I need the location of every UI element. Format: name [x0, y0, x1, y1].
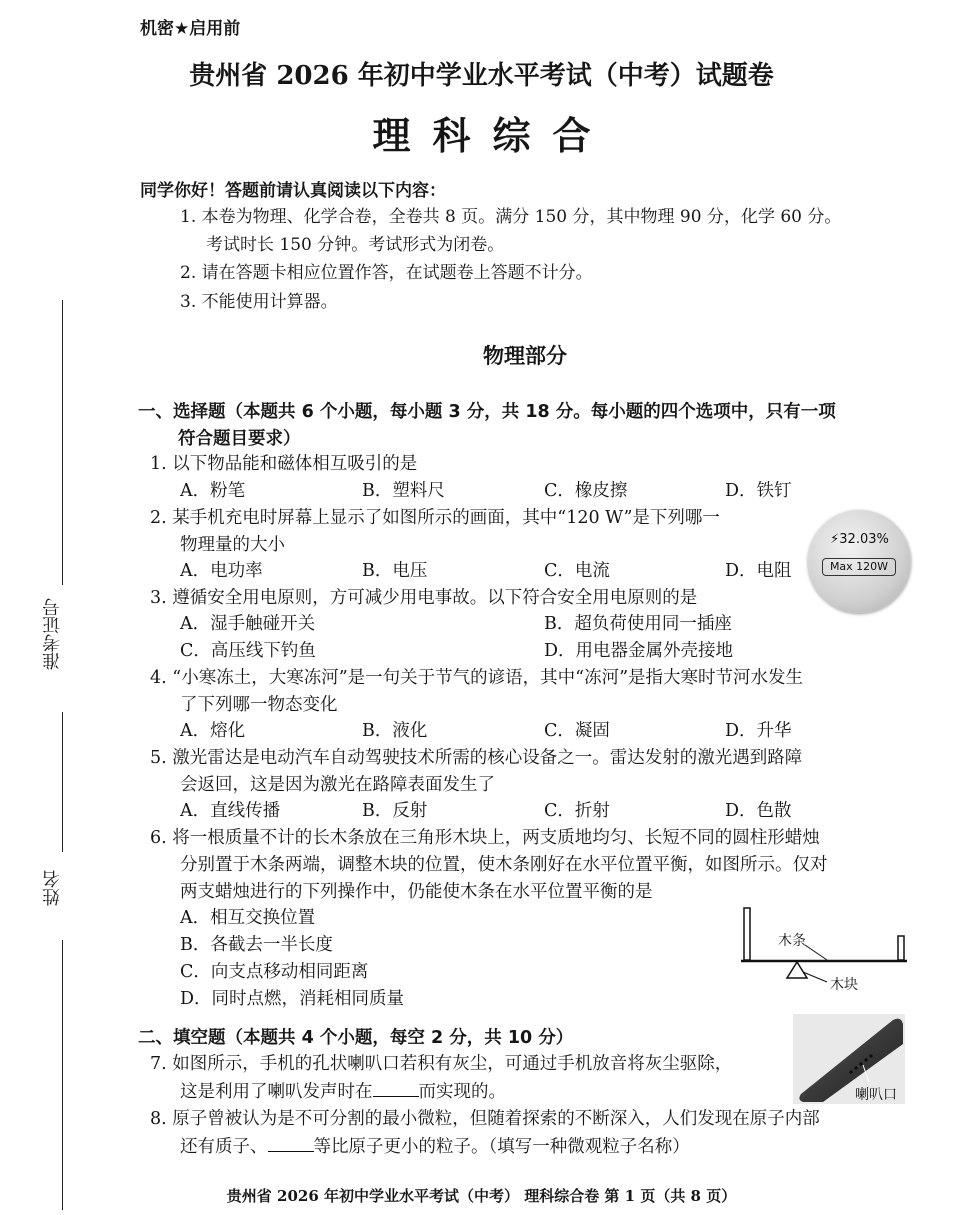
- q7-answer-blank[interactable]: [373, 1078, 419, 1097]
- q4-option-d: D．升华: [725, 721, 792, 741]
- q1-option-b: B．塑料尺: [362, 481, 445, 501]
- q7-text-after-blank: 而实现的。: [418, 1082, 506, 1102]
- q2-option-c: C．电流: [544, 561, 610, 581]
- q1-option-c: C．橡皮擦: [544, 481, 628, 501]
- q3-option-d: D．用电器金属外壳接地: [544, 641, 734, 661]
- speaker-label: 喇叭口: [855, 1087, 897, 1103]
- part1-heading: 一、选择题（本题共 6 个小题，每小题 3 分，共 18 分。每小题的四个选项中，只有一项: [138, 402, 836, 422]
- q1-option-a: A．粉笔: [180, 481, 246, 501]
- binding-line-middle: [62, 712, 63, 852]
- subject-title: 理科综合: [372, 113, 613, 158]
- instruction-item-2: 2. 请在答题卡相应位置作答，在试题卷上答题不计分。: [180, 263, 593, 283]
- q2-stem-cont: 物理量的大小: [180, 535, 285, 555]
- q6-option-d: D．同时点燃，消耗相同质量: [180, 989, 405, 1009]
- q7-stem: 7. 如图所示，手机的孔状喇叭口若积有灰尘，可通过手机放音将灰尘驱除，: [150, 1054, 733, 1074]
- lever-balance-figure: [735, 900, 915, 1000]
- q4-option-c: C．凝固: [544, 721, 610, 741]
- q8-answer-blank[interactable]: [268, 1133, 314, 1152]
- q2-option-d: D．电阻: [725, 561, 792, 581]
- long-candle: [744, 908, 750, 960]
- binding-line-bottom: [62, 940, 63, 1210]
- exam-id-label: 准考证号: [42, 598, 63, 670]
- page-footer: 贵州省 2026 年初中学业水平考试（中考） 理科综合卷 第 1 页（共 8 页）: [226, 1187, 737, 1205]
- instructions-greeting: 同学你好！答题前请认真阅读以下内容：: [140, 181, 446, 201]
- q5-stem: 5. 激光雷达是电动汽车自动驾驶技术所需的核心设备之一。雷达发射的激光遇到路障: [150, 748, 803, 768]
- q5-option-d: D．色散: [725, 801, 792, 821]
- short-candle: [898, 936, 904, 960]
- q5-option-a: A．直线传播: [180, 801, 281, 821]
- instruction-item-3: 3. 不能使用计算器。: [180, 292, 338, 312]
- q3-option-a: A．湿手触碰开关: [180, 614, 316, 634]
- charging-display-figure: [808, 510, 911, 613]
- q6-option-b: B．各截去一半长度: [180, 935, 333, 955]
- q4-option-a: A．熔化: [180, 721, 246, 741]
- q8-text-after-blank: 等比原子更小的粒子。（填写一种微观粒子名称）: [313, 1137, 690, 1157]
- part1-heading-cont: 符合题目要求）: [178, 429, 301, 449]
- q6-option-a: A．相互交换位置: [180, 908, 316, 928]
- lever-strip-label: 木条: [778, 933, 806, 949]
- max-power-label: Max 120W: [822, 558, 896, 576]
- q6-stem-cont1: 分别置于木条两端，调整木块的位置，使木条刚好在水平位置平衡，如图所示。仅对: [180, 855, 828, 875]
- q5-stem-cont: 会返回，这是因为激光在路障表面发生了: [180, 775, 495, 795]
- q6-stem: 6. 将一根质量不计的长木条放在三角形木块上，两支质地均匀、长短不同的圆柱形蜡烛: [150, 828, 820, 848]
- q2-stem: 2. 某手机充电时屏幕上显示了如图所示的画面，其中“120 W”是下列哪一: [150, 508, 720, 528]
- q7-stem-cont: [180, 1078, 506, 1105]
- q3-option-b: B．超负荷使用同一插座: [544, 614, 732, 634]
- q4-stem-cont: 了下列哪一物态变化: [180, 695, 338, 715]
- strip-pointer: [805, 945, 827, 960]
- exam-title: 贵州省 2026 年初中学业水平考试（中考）试题卷: [189, 61, 774, 91]
- q5-option-b: B．反射: [362, 801, 428, 821]
- q6-option-c: C．向支点移动相同距离: [180, 962, 369, 982]
- q6-stem-cont2: 两支蜡烛进行的下列操作中，仍能使木条在水平位置平衡的是: [180, 882, 653, 902]
- lever-block-label: 木块: [830, 977, 858, 993]
- q2-option-a: A．电功率: [180, 561, 263, 581]
- q3-option-c: C．高压线下钓鱼: [180, 641, 316, 661]
- q8-stem-cont: [180, 1133, 690, 1160]
- lightning-icon: ⚡: [830, 532, 840, 547]
- q1-stem: 1. 以下物品能和磁体相互吸引的是: [150, 454, 418, 474]
- q3-stem: 3. 遵循安全用电原则，方可减少用电事故。以下符合安全用电原则的是: [150, 588, 698, 608]
- confidential-mark: 机密★启用前: [140, 19, 241, 39]
- instruction-item-1: 1. 本卷为物理、化学合卷，全卷共 8 页。满分 150 分，其中物理 90 分，化学 60 分。: [180, 207, 842, 227]
- q4-stem: 4. “小寒冻土，大寒冻河”是一句关于节气的谚语，其中“冻河”是指大寒时节河水发生: [150, 668, 804, 688]
- q4-option-b: B．液化: [362, 721, 428, 741]
- part2-heading: 二、填空题（本题共 4 个小题，每空 2 分，共 10 分）: [138, 1028, 574, 1048]
- q8-text-before-blank: 还有质子、: [180, 1137, 268, 1157]
- battery-percent: 32.03%: [839, 532, 889, 547]
- wooden-block: [787, 962, 807, 978]
- physics-section-title: 物理部分: [483, 344, 567, 368]
- q5-option-c: C．折射: [544, 801, 610, 821]
- q1-option-d: D．铁钉: [725, 481, 792, 501]
- q7-text-before-blank: 这是利用了喇叭发声时在: [180, 1082, 373, 1102]
- instruction-item-1-cont: 考试时长 150 分钟。考试形式为闭卷。: [206, 235, 505, 255]
- q8-stem: 8. 原子曾被认为是不可分割的最小微粒，但随着探索的不断深入，人们发现在原子内部: [150, 1109, 820, 1129]
- q2-option-b: B．电压: [362, 561, 428, 581]
- name-label: 姓名: [42, 870, 63, 906]
